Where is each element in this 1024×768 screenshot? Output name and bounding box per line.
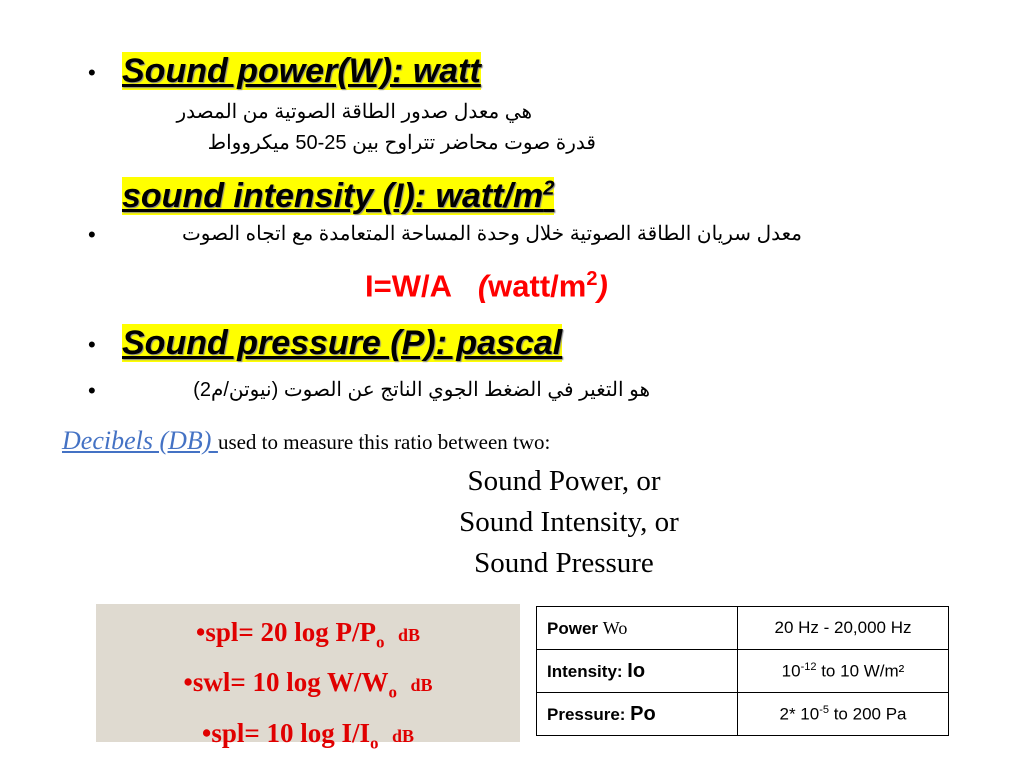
decibels-line (62, 426, 550, 456)
decibels-item-intensity: Sound Intensity, or (459, 506, 679, 538)
decibels-text: used to measure this ratio between two: (217, 430, 551, 454)
arabic-sound-power-def: هي معدل صدور الطاقة الصوتية من المصدر (176, 101, 532, 123)
bullet-1: • (88, 60, 96, 85)
arabic-sound-pressure-def: هو التغير في الضغط الجوي الناتج عن الصوت (نيوتن/م2) (193, 379, 650, 401)
arabic-sound-power-range: قدرة صوت محاضر تتراوح بين 25-50 ميكروواط (207, 132, 596, 154)
table-cell-value: $10^{-12}$ to 10 W/m² (738, 650, 949, 693)
equations-box (96, 604, 520, 753)
heading-sound-power: Sound power(W): watt (122, 52, 481, 90)
decibels-item-pressure: Sound Pressure (474, 547, 654, 579)
bullet-4: • (88, 378, 96, 403)
equation-spl-pressure: •spl= 20 $\log P/P_o$ dB (195, 617, 421, 652)
intensity-formula: I=W/A $(watt/m^2)$ (365, 268, 608, 304)
arabic-sound-intensity-def: معدل سريان الطاقة الصوتية خلال وحدة المساحة المتعامدة مع اتجاه الصوت (181, 223, 802, 245)
table-cell-value: 20 Hz - 20,000 Hz (738, 607, 949, 650)
bullet-3: • (88, 332, 96, 357)
table-cell-label: Intensity: Io (537, 650, 738, 693)
equation-swl-power: •swl= 10 $\log W/W_o$ dB (183, 667, 433, 702)
table-cell-value: 2* $10^{-5}$ to 200 Pa (738, 693, 949, 736)
table-row (537, 693, 949, 736)
table-row (537, 607, 949, 650)
bullet-2: • (88, 222, 96, 247)
equation-spl-intensity: •spl= 10 $\log I/I_o$ dB (201, 717, 415, 753)
heading-sound-intensity: sound intensity (I): watt/$m^2$ (122, 177, 555, 216)
table-cell-label: Power Wo (537, 607, 738, 650)
decibels-item-power: Sound Power, or (467, 465, 661, 497)
table-cell-label: Pressure: Po (537, 693, 738, 736)
reference-table (536, 606, 949, 736)
table-row (537, 650, 949, 693)
decibels-title: Decibels (DB) (62, 426, 218, 455)
heading-sound-pressure: Sound pressure (P): pascal (122, 324, 563, 362)
